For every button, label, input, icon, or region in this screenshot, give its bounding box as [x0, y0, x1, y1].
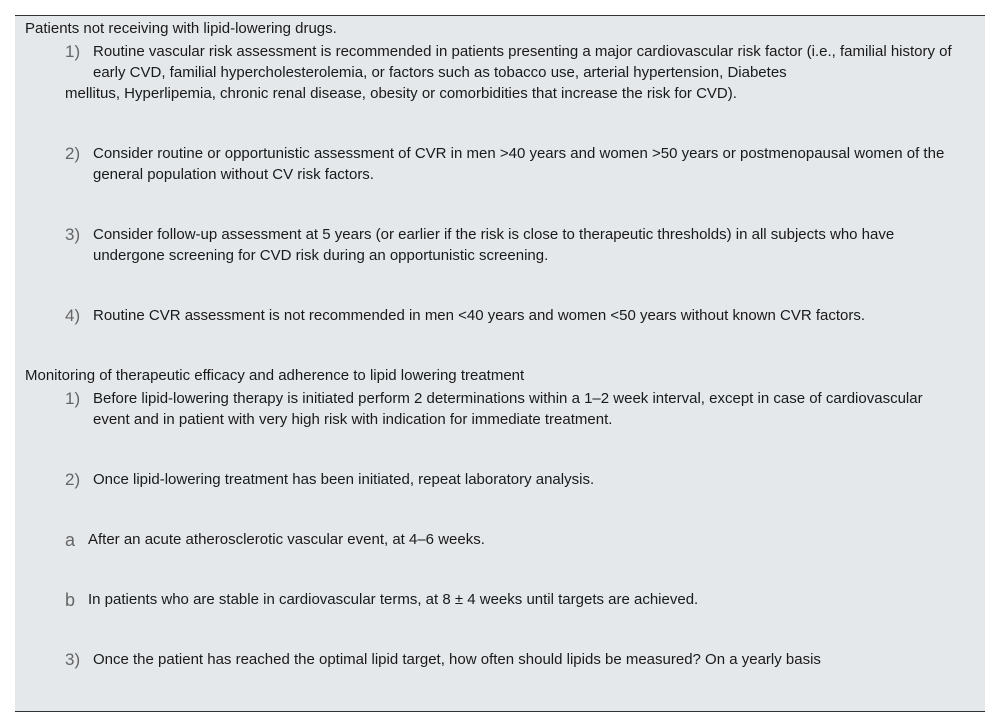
list-marker: 2): [65, 144, 81, 163]
list-item: [65, 529, 960, 550]
list-marker: 3): [65, 225, 81, 244]
section-heading-patients-not-receiving: Patients not receiving with lipid-lowering drugs.: [25, 20, 337, 37]
list-item: [65, 388, 960, 430]
recommendations-table: [15, 15, 985, 712]
section-heading-monitoring: Monitoring of therapeutic efficacy and adherence to lipid lowering treatment: [25, 367, 525, 384]
list-item: [65, 143, 960, 185]
list-marker: 2): [65, 470, 81, 489]
list-item-text: After an acute atherosclerotic vascular event, at 4–6 weeks.: [88, 531, 485, 548]
list-marker: a: [65, 530, 76, 550]
list-item: [65, 649, 960, 670]
list-marker: 4): [65, 306, 81, 325]
list-item-text: Consider routine or opportunistic assessment of CVR in men >40 years and women >50 years or postmenopausal women of the general population without CV risk factors.: [93, 145, 945, 183]
list-item: [65, 224, 960, 266]
list-item-text: Once lipid-lowering treatment has been initiated, repeat laboratory analysis.: [93, 471, 595, 488]
list-item: [65, 469, 960, 490]
list-item-text: Routine CVR assessment is not recommended in men <40 years and women <50 years without known CVR factors.: [93, 307, 866, 324]
list-item-text: Routine vascular risk assessment is recommended in patients presenting a major cardiovascular risk factor (i.e., familial history of early CVD, familial hypercholesterolemia, or factors such as tobacco use, arterial hypertension, Diabetes mellitus, Hyperlipemia, chronic renal disease, obesity or comorbidities that increase the risk for CVD).: [65, 43, 952, 102]
list-item: [65, 589, 960, 610]
list-item: [65, 305, 960, 326]
list-marker: b: [65, 590, 76, 610]
list-marker: 1): [65, 389, 81, 408]
list-item-text: Before lipid-lowering therapy is initiated perform 2 determinations within a 1–2 week interval, except in case of cardiovascular event and in patient with very high risk with indication for immediate treatment.: [93, 390, 923, 428]
list-item-text: Consider follow-up assessment at 5 years (or earlier if the risk is close to therapeutic thresholds) in all subjects who have undergone screening for CVD risk during an opportunistic screening.: [93, 226, 895, 264]
list-marker: 3): [65, 650, 81, 669]
list-item: [65, 41, 960, 104]
list-item-text: In patients who are stable in cardiovascular terms, at 8 ± 4 weeks until targets are achieved.: [88, 591, 699, 608]
list-item-text: Once the patient has reached the optimal lipid target, how often should lipids be measured? On a yearly basis: [93, 651, 821, 668]
list-marker: 1): [65, 42, 81, 61]
